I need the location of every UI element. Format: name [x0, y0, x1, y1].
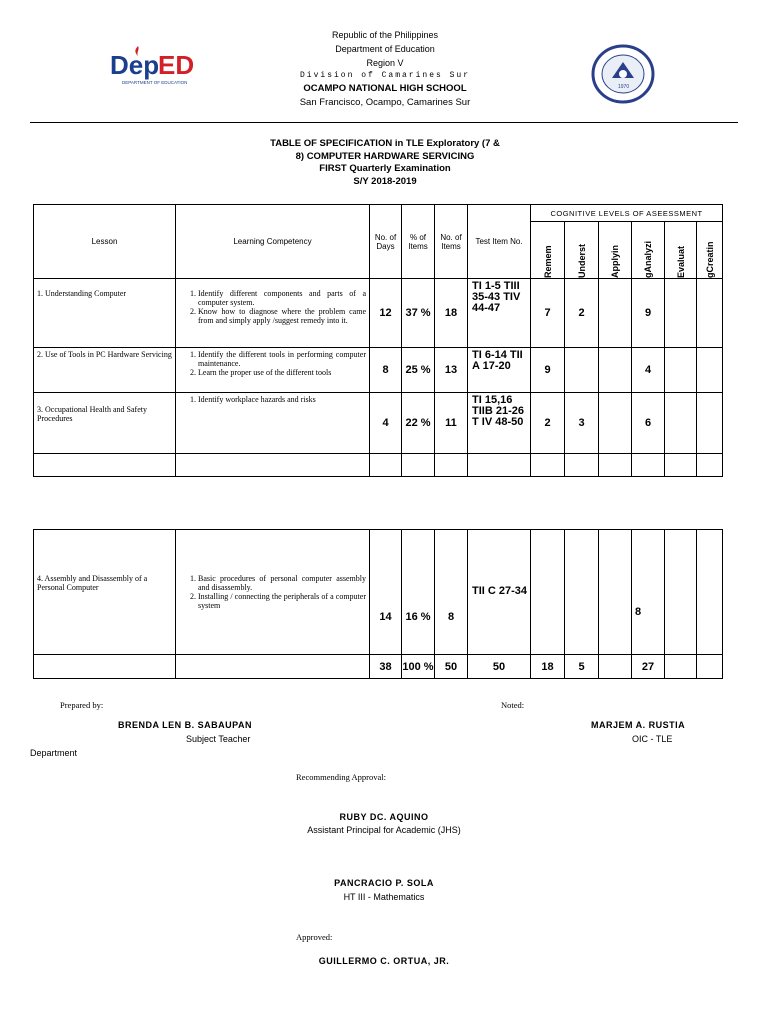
- level-create: gCreatin: [697, 222, 723, 279]
- level-apply: Applyin: [599, 222, 632, 279]
- department-label: Department: [30, 748, 78, 758]
- noted-label: Noted:: [501, 700, 525, 710]
- deped-logo: [108, 44, 198, 88]
- noter-role: OIC - TLE: [632, 734, 673, 744]
- svg-text:DEPARTMENT OF EDUCATION: DEPARTMENT OF EDUCATION: [122, 80, 188, 85]
- title-line-2: 8) COMPUTER HARDWARE SERVICING: [295, 150, 475, 162]
- title-line-4: S/Y 2018-2019: [353, 175, 417, 187]
- svg-text:1970: 1970: [618, 84, 630, 90]
- level-evaluate: Evaluat: [665, 222, 697, 279]
- header-department: Department of Education: [335, 44, 435, 54]
- header-divider: [30, 122, 738, 123]
- table-row: 2. Use of Tools in PC Hardware Servicing 1. Identify the different tools in performing computer maintenance. 2. Learn the proper use of the different tools 8 25 % 13 TI 6-14 TII A 17-20 9 4: [34, 348, 723, 393]
- table-row: 3. Occupational Health and Safety Procedures 1. Identify workplace hazards and risks 4 22 % 11 TI 15,16 TIIB 21-26 T IV 48-50 2 3 6: [34, 393, 723, 454]
- level-analyze: gAnalyzi: [632, 222, 665, 279]
- approved-label: Approved:: [296, 932, 333, 942]
- specification-table: [33, 204, 723, 477]
- header-days: No. of Days: [370, 205, 402, 279]
- table-row-empty: [34, 454, 723, 477]
- preparer-role: Subject Teacher: [186, 734, 251, 744]
- approver-name: GUILLERMO C. ORTUA, JR.: [318, 956, 450, 966]
- svg-text:ED: ED: [158, 50, 195, 80]
- header-cognitive: COGNITIVE LEVELS OF ASEESSMENT: [531, 205, 723, 222]
- recommender-2-name: PANCRACIO P. SOLA: [334, 878, 434, 888]
- header-percent: % of Items: [402, 205, 435, 279]
- recommender-1-name: RUBY DC. AQUINO: [339, 812, 429, 822]
- school-seal-logo: [590, 44, 656, 104]
- noter-name: MARJEM A. RUSTIA: [591, 720, 686, 730]
- totals-row: 38 100 % 50 50 18 5 27: [34, 655, 723, 679]
- header-republic: Republic of the Philippines: [331, 30, 439, 40]
- recommending-label: Recommending Approval:: [296, 772, 386, 782]
- header-school: OCAMPO NATIONAL HIGH SCHOOL: [303, 83, 467, 94]
- recommender-1-role: Assistant Principal for Academic (JHS): [307, 825, 461, 835]
- header-division: Division of Camarines Sur: [299, 71, 471, 80]
- title-line-3: FIRST Quarterly Examination: [319, 163, 451, 174]
- recommender-2-role: HT III - Mathematics: [343, 892, 425, 902]
- preparer-name: BRENDA LEN B. SABAUPAN: [118, 720, 253, 730]
- header-competency: Learning Competency: [176, 205, 370, 279]
- prepared-by-label: Prepared by:: [60, 700, 104, 710]
- document-title: [230, 138, 540, 188]
- level-understand: Underst: [565, 222, 599, 279]
- header-region: Region V: [366, 58, 404, 68]
- specification-table-continued: [33, 529, 723, 679]
- header-lesson: Lesson: [34, 205, 176, 279]
- table-row: 1. Understanding Computer 1. Identify different components and parts of a computer system. 2. Know how to diagnose where the problem came from and simply apply /suggest remedy into it. 12 37 % 18 TI 1-5 TIII 35-43 TIV 44-47 7 2 9: [34, 279, 723, 348]
- header-address: San Francisco, Ocampo, Camarines Sur: [299, 97, 471, 108]
- table-row: 4. Assembly and Disassembly of a Personal Computer 1. Basic procedures of personal computer assembly and disassembly. 2. Installing / connecting the peripherals of a computer system 14 16 % 8 TII C 27-34 8: [34, 530, 723, 655]
- title-line-1: TABLE OF SPECIFICATION in TLE Exploratory (7 &: [270, 138, 500, 149]
- svg-text:Dep: Dep: [110, 50, 160, 80]
- level-remember: Remem: [531, 222, 565, 279]
- header-num-items: No. of Items: [435, 205, 468, 279]
- header-test-item: Test Item No.: [468, 205, 531, 279]
